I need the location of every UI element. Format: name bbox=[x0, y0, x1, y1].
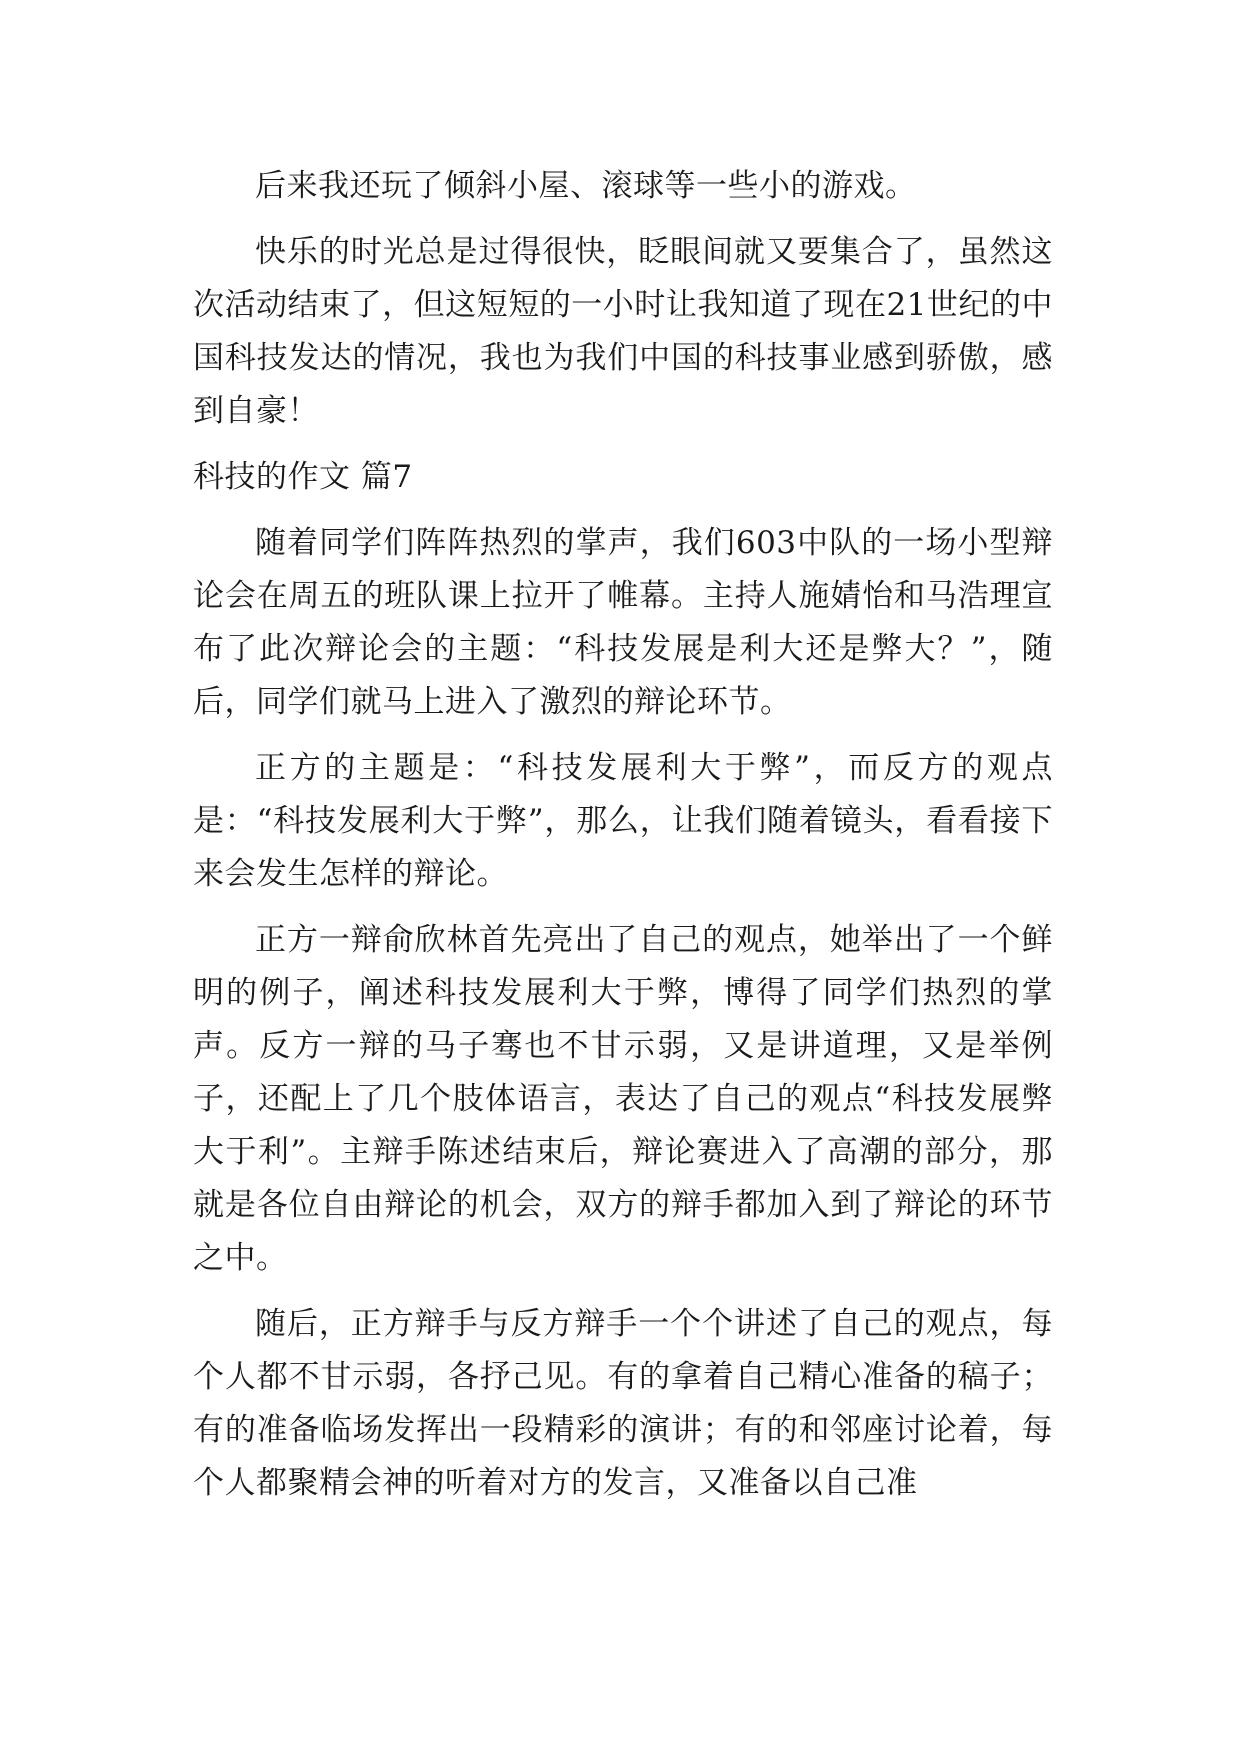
paragraph-games: 后来我还玩了倾斜小屋、滚球等一些小的游戏。 bbox=[255, 168, 917, 204]
paragraph-debate-intro: 随着同学们阵阵热烈的掌声，我们603中队的一场小型辩论会在周五的班队课上拉开了帷幕。主持人施婧怡和马浩理宣布了此次辩论会的主题：“科技发展是利大还是弊大？”，随后，同学们就马上进入了激烈的辩论环节。 bbox=[193, 525, 1053, 720]
paragraph-first-debaters: 正方一辩俞欣林首先亮出了自己的观点，她举出了一个鲜明的例子，阐述科技发展利大于弊，博得了同学们热烈的掌声。反方一辩的马子骞也不甘示弱，又是讲道理，又是举例子，还配上了几个肢体语言，表达了自己的观点“科技发展弊大于利”。主辩手陈述结束后，辩论赛进入了高潮的部分，那就是各位自由辩论的机会，双方的辩手都加入到了辩论的环节之中。 bbox=[193, 922, 1053, 1276]
paragraph-free-debate: 随后，正方辩手与反方辩手一个个讲述了自己的观点，每个人都不甘示弱，各抒己见。有的拿着自己精心准备的稿子；有的准备临场发挥出一段精彩的演讲；有的和邻座讨论着，每个人都聚精会神的听着对方的发言，又准备以自己准 bbox=[193, 1306, 1053, 1501]
section-heading: 科技的作文 篇7 bbox=[193, 459, 413, 495]
document-page bbox=[193, 160, 1053, 1523]
paragraph-happy-time: 快乐的时光总是过得很快，眨眼间就又要集合了，虽然这次活动结束了，但这短短的一小时让我知道了现在21世纪的中国科技发达的情况，我也为我们中国的科技事业感到骄傲，感到自豪！ bbox=[193, 234, 1053, 429]
paragraph-debate-topics: 正方的主题是：“科技发展利大于弊”，而反方的观点是：“科技发展利大于弊”，那么，让我们随着镜头，看看接下来会发生怎样的辩论。 bbox=[193, 750, 1053, 892]
